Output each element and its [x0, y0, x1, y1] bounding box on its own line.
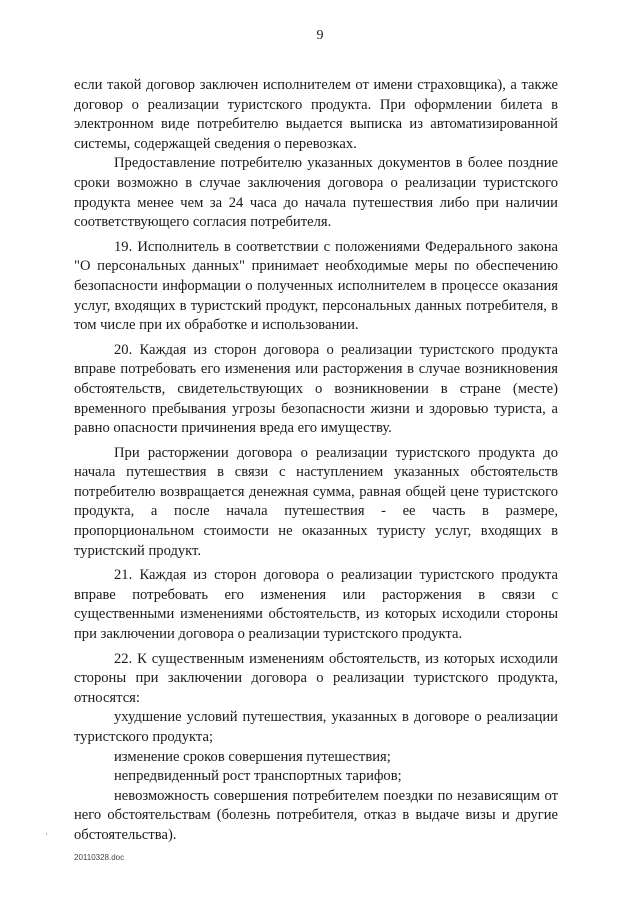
paragraph-22: 22. К существенным изменениям обстоятельств, из которых исходили стороны при заключении договора о реализации туристского продукта, относятся:: [74, 650, 558, 706]
list-item-dates: изменение сроков совершения путешествия;: [114, 748, 391, 765]
paragraph-continuation: если такой договор заключен исполнителем от имени страховщика), а также договор о реализации туристского продукта. При оформлении билета в электронном виде потребителю выдается выписка из автоматизированной системы, содержащей сведения о перевозках.: [74, 77, 558, 152]
page-number: 9: [316, 28, 324, 43]
margin-mark: [46, 833, 47, 835]
footer-filename: 20110328.doc: [74, 853, 125, 862]
paragraph-19: 19. Исполнитель в соответствии с положениями Федерального закона "О персональных данных" принимает необходимые меры по обеспечению безопасности информации о полученных исполнителем в процессе оказания услуг, входящих в туристский продукт, персональных данных потребителя, в том числе при их обработке и использовании.: [74, 238, 558, 334]
paragraph-20: 20. Каждая из сторон договора о реализации туристского продукта вправе потребовать его изменения или расторжения в случае возникновения обстоятельств, свидетельствующих о возникновении в стране (месте) временного пребывания угрозы безопасности жизни и здоровью туриста, а равно опасности причинения вреда его имуществу.: [74, 341, 558, 437]
paragraph-termination: При расторжении договора о реализации туристского продукта до начала путешествия в связи с наступлением указанных обстоятельств потребителю возвращается денежная сумма, равная общей цене туристского продукта, а после начала путешествия - ее часть в размере, пропорциональном стоимости не оказанных туристу услуг, входящих в туристский продукт.: [74, 444, 558, 559]
document-body: [74, 76, 558, 846]
list-item-tariffs: непредвиденный рост транспортных тарифов;: [114, 768, 402, 785]
paragraph-documents-later: Предоставление потребителю указанных документов в более поздние сроки возможно в случае заключения договора о реализации туристского продукта менее чем за 24 часа до начала путешествия либо при наличии соответствующего согласия потребителя.: [74, 155, 558, 231]
list-item-impossibility: невозможность совершения потребителем поездки по независящим от него обстоятельствам (болезнь потребителя, отказ в выдаче визы и другие обстоятельства).: [74, 787, 558, 843]
paragraph-21: 21. Каждая из сторон договора о реализации туристского продукта вправе потребовать его изменения или расторжения в связи с существенными изменениями обстоятельств, из которых исходили стороны при заключении договора о реализации туристского продукта.: [74, 567, 558, 643]
list-item-conditions: ухудшение условий путешествия, указанных в договоре о реализации туристского продукта;: [74, 709, 558, 745]
